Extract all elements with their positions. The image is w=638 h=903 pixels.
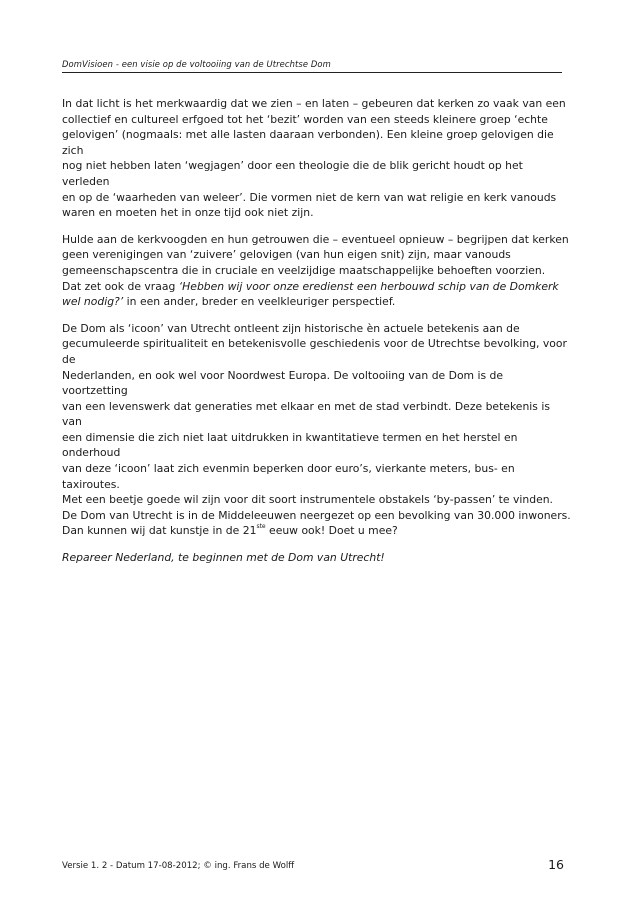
- paragraph-1: In dat licht is het merkwaardig dat we zien – en laten – gebeuren dat kerken zo vaak van een collectief en cultureel erfgoed tot het ‘bezit’ worden van een steeds kleinere groep ‘echte gelovigen’ (nogmaals: met alle lasten daaraan verbonden). Een kleine groep gelovigen die zich nog niet hebben laten ‘wegjagen’ door een theologie die de blik gericht houdt op het verleden en op de ‘waarheden van weleer’. Die vormen niet de kern van wat religie en kerk vanouds waren en moeten het in onze tijd ook niet zijn.: [62, 97, 566, 220]
- running-header: DomVisioen - een visie op de voltooiing van de Utrechtse Dom: [62, 59, 331, 69]
- paragraph-3-last-prefix: Dan kunnen wij dat kunstje in de 21: [62, 524, 257, 538]
- page-footer: [62, 859, 564, 873]
- document-body: [62, 96, 572, 577]
- paragraph-2-text: Hulde aan de kerkvoogden en hun getrouwen die – eventueel opnieuw – begrijpen dat kerken geen verenigingen van ‘zuivere’ gelovigen (van hun eigen snit) zijn, maar vanouds gemeenschapscentra die in cruciale en veelzijdige maatschappelijke behoeften voorzien.: [62, 232, 569, 277]
- page-number: 16: [548, 857, 564, 872]
- ordinal-superscript: ste: [256, 523, 266, 531]
- footer-version: Versie 1. 2 - Datum 17-08-2012; © ing. Frans de Wolff: [62, 861, 295, 871]
- paragraph-3-text: De Dom als ‘icoon’ van Utrecht ontleent zijn historische èn actuele betekenis aan de gecumuleerde spiritualiteit en betekenisvolle geschiedenis voor de Utrechtse bevolking, voor de Nederlanden, en ook wel voor Noordwest Europa. De voltooiing van de Dom is de voortzetting van een levenswerk dat generaties met elkaar en met de stad verbindt. Deze betekenis is van een dimensie die zich niet laat uitdrukken in kwantitatieve termen en het herstel en onderhoud van deze ‘icoon’ laat zich evenmin beperken door euro’s, vierkante meters, bus- en taxiroutes. Met een beetje goede wil zijn voor dit soort instrumentele obstakels ‘by-passen’ te vinden. De Dom van Utrecht is in de Middeleeuwen neergezet op een bevolking van 30.000 inwoners.: [62, 321, 571, 522]
- paragraph-2-question-suffix: in een ander, breder en veelkleuriger perspectief.: [123, 295, 396, 309]
- paragraph-2-question-prefix: Dat zet ook de vraag: [62, 279, 179, 293]
- paragraph-2-question: ‘Hebben wij voor onze eredienst een herbouwd schip van de Domkerk wel nodig?’: [62, 279, 559, 309]
- paragraph-3: [62, 321, 572, 539]
- paragraph-2: [62, 232, 572, 310]
- paragraph-3-last-suffix: eeuw ook! Doet u mee?: [265, 524, 398, 538]
- header-divider: [62, 72, 562, 73]
- closing-statement: Repareer Nederland, te beginnen met de Dom van Utrecht!: [62, 551, 385, 565]
